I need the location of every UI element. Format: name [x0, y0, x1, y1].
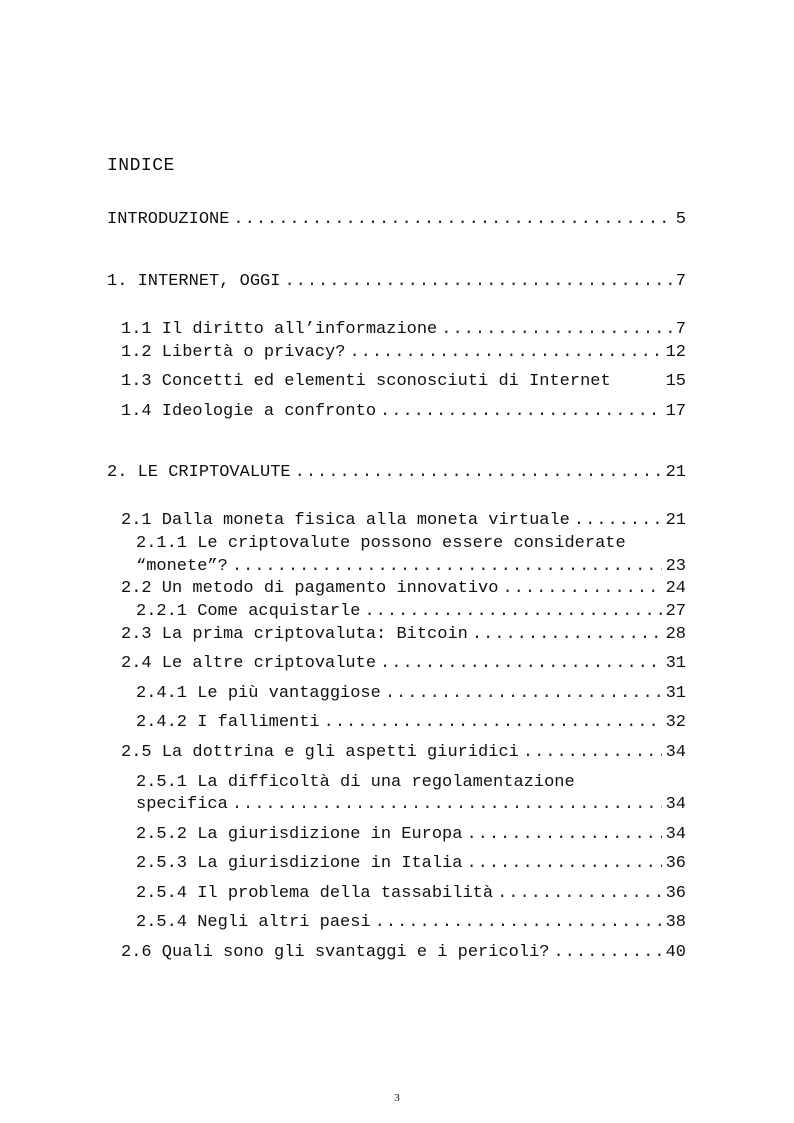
toc-entry-page: 31: [665, 654, 686, 673]
toc-entry-page: 21: [665, 463, 686, 482]
toc-entry-label: 2.6 Quali sono gli svantaggi e i pericoli?: [121, 943, 550, 962]
toc-entry-label: 2.3 La prima criptovaluta: Bitcoin: [121, 625, 468, 644]
toc-entry: [136, 712, 686, 734]
toc-entry-label-line1: 2.5.1 La difficoltà di una regolamentazione: [136, 773, 575, 792]
toc-dot-leader: [441, 319, 672, 341]
toc-entry-label: specifica: [136, 795, 228, 814]
toc-entry-label: 2.2 Un metodo di pagamento innovativo: [121, 579, 499, 598]
toc-entry: [121, 319, 686, 341]
toc-entry-page: 15: [665, 372, 686, 391]
toc-entry-page: 34: [665, 825, 686, 844]
toc-dot-leader: [380, 401, 662, 423]
toc-entry: [121, 342, 686, 364]
toc-entry: [136, 556, 686, 578]
toc-dot-leader: [349, 342, 661, 364]
toc-entry-label: 1.3 Concetti ed elementi sconosciuti di Internet: [121, 372, 611, 391]
toc-entry: [136, 912, 686, 934]
page-number: 3: [394, 1092, 400, 1104]
toc-entry-label: “monete”?: [136, 557, 228, 576]
toc-entry-page: 17: [665, 402, 686, 421]
toc-entry: [121, 578, 686, 600]
toc-dot-leader: [385, 683, 662, 705]
toc-entry-label: INTRODUZIONE: [107, 210, 230, 229]
toc-entry-label: 2.2.1 Come acquistarle: [136, 602, 361, 621]
toc-entry-page: 23: [665, 557, 686, 576]
toc-entry: [136, 853, 686, 875]
toc-dot-leader: [472, 624, 662, 646]
toc-dot-leader: [284, 271, 671, 293]
toc-entry-page: 38: [665, 913, 686, 932]
toc-dot-leader: [324, 712, 662, 734]
toc-entry-page: 27: [665, 602, 686, 621]
toc-entry-label: 1.4 Ideologie a confronto: [121, 402, 377, 421]
toc-entry-page: 34: [665, 743, 686, 762]
index-title: INDICE: [107, 156, 175, 176]
toc-entry: [107, 271, 686, 293]
toc-entry: [121, 510, 686, 532]
toc-entry-label-line1: 2.1.1 Le criptovalute possono essere considerate: [136, 534, 626, 553]
toc-dot-leader: [364, 601, 661, 623]
toc-entry: [136, 883, 686, 905]
toc-entry: [136, 794, 686, 816]
toc-entry-label: 2.5.4 Negli altri paesi: [136, 913, 371, 932]
toc-entry-page: 5: [675, 210, 686, 229]
toc-entry-page: 40: [665, 943, 686, 962]
toc-entry-label: 1.1 Il diritto all’informazione: [121, 320, 438, 339]
toc-entry-label: 2.1 Dalla moneta fisica alla moneta virtuale: [121, 511, 570, 530]
toc-entry-label: 1.2 Libertà o privacy?: [121, 343, 346, 362]
toc-entry: [136, 601, 686, 623]
toc-entry-page: 24: [665, 579, 686, 598]
toc-dot-leader: [497, 883, 662, 905]
toc-entry: [121, 401, 686, 423]
toc-entry-label: 1. INTERNET, OGGI: [107, 272, 281, 291]
toc-entry-label: 2.5.4 Il problema della tassabilità: [136, 884, 494, 903]
toc-entry-page: 28: [665, 625, 686, 644]
toc-entry: [121, 653, 686, 675]
toc-entry-page: 12: [665, 343, 686, 362]
toc-dot-leader: [502, 578, 661, 600]
toc-entry-label: 2. LE CRIPTOVALUTE: [107, 463, 291, 482]
toc-dot-leader: [295, 462, 662, 484]
toc-entry-page: 34: [665, 795, 686, 814]
toc-entry-label: 2.4.2 I fallimenti: [136, 713, 320, 732]
toc-dot-leader: [466, 824, 661, 846]
toc-entry-page: 36: [665, 854, 686, 873]
toc-dot-leader: [232, 556, 662, 578]
toc-entry-label: 2.5 La dottrina e gli aspetti giuridici: [121, 743, 519, 762]
toc-entry-label: 2.5.2 La giurisdizione in Europa: [136, 825, 463, 844]
toc-entry-page: 36: [665, 884, 686, 903]
toc-entry-page: 7: [675, 272, 686, 291]
toc-entry-page: 32: [665, 713, 686, 732]
toc-entry-label: 2.4.1 Le più vantaggiose: [136, 684, 381, 703]
toc-entry: [121, 742, 686, 764]
toc-dot-leader: [380, 653, 662, 675]
toc-dot-leader: [232, 794, 662, 816]
toc-entry-page: 7: [675, 320, 686, 339]
toc-entry: [107, 209, 686, 231]
toc-dot-leader: [553, 942, 661, 964]
toc-dot-leader: [375, 912, 662, 934]
toc-entry-label: 2.4 Le altre criptovalute: [121, 654, 377, 673]
toc-dot-leader: [466, 853, 661, 875]
toc-entry-page: 31: [665, 684, 686, 703]
toc-dot-leader: [523, 742, 662, 764]
toc-entry-page: 21: [665, 511, 686, 530]
toc-entry: [107, 462, 686, 484]
toc-entry-label: 2.5.3 La giurisdizione in Italia: [136, 854, 463, 873]
toc-entry: [121, 371, 686, 393]
toc-entry: [121, 942, 686, 964]
toc-entry: [136, 824, 686, 846]
toc-dot-leader: [233, 209, 671, 231]
toc-entry: [121, 624, 686, 646]
toc-entry: [136, 683, 686, 705]
toc-dot-leader: [574, 510, 662, 532]
